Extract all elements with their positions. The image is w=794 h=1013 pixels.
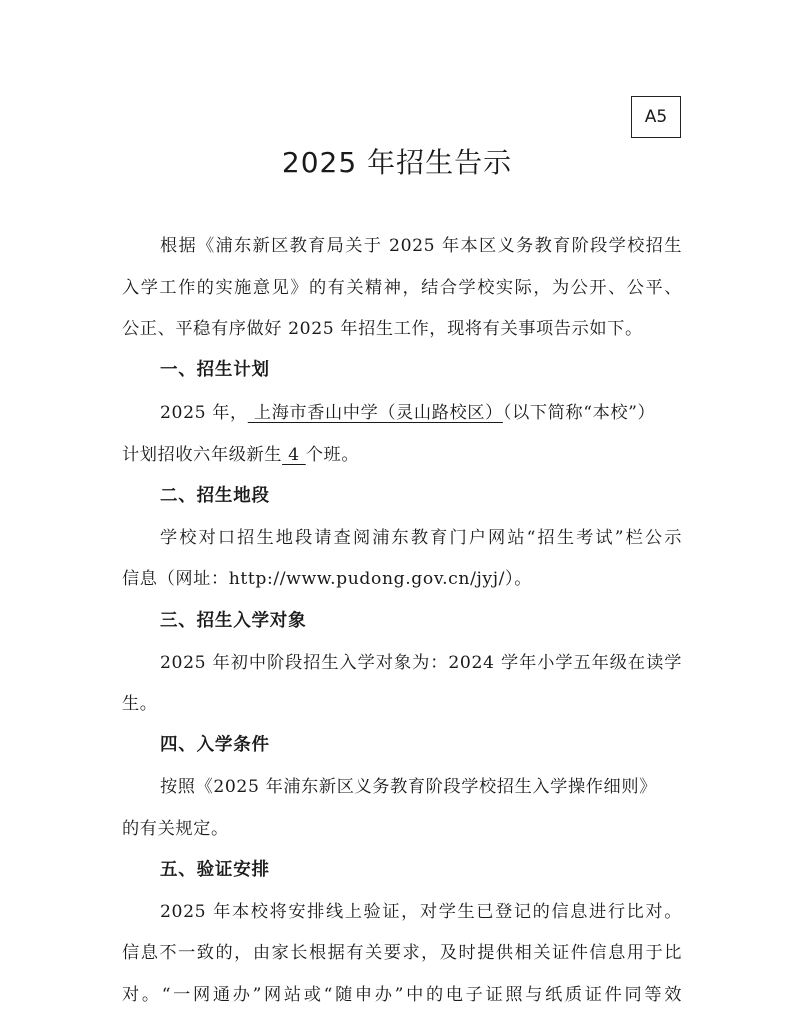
- intro-line-2: 入学工作的实施意见》的有关精神，结合学校实际，为公开、公平、: [122, 278, 682, 298]
- section-heading-plan: 一、招生计划: [160, 360, 270, 380]
- plan-unit: 个班。: [305, 445, 360, 465]
- district-line-1: 学校对口招生地段请查阅浦东教育门户网站“招生考试”栏公示: [160, 528, 682, 548]
- section-heading-target: 三、招生入学对象: [160, 611, 307, 631]
- verification-line-1: 2025 年本校将安排线上验证，对学生已登记的信息进行比对。: [160, 902, 682, 922]
- district-line-2: 信息（网址：http://www.pudong.gov.cn/jyj/）。: [122, 569, 533, 589]
- target-line-2: 生。: [122, 694, 158, 714]
- section-heading-district: 二、招生地段: [160, 486, 270, 506]
- section-heading-conditions: 四、入学条件: [160, 735, 270, 755]
- verification-line-2: 信息不一致的，由家长根据有关要求，及时提供相关证件信息用于比: [122, 943, 682, 963]
- verification-line-3: 对。“一网通办”网站或“随申办”中的电子证照与纸质证件同等效: [122, 985, 682, 1005]
- plan-line-1: [160, 398, 682, 428]
- intro-line-3: 公正、平稳有序做好 2025 年招生工作，现将有关事项告示如下。: [122, 319, 643, 339]
- plan-alias: （以下简称“本校”）: [502, 403, 656, 423]
- plan-year: 2025 年，: [160, 403, 248, 423]
- conditions-line-1: 按照《2025 年浦东新区义务教育阶段学校招生入学操作细则》: [160, 777, 657, 797]
- target-line-1: 2025 年初中阶段招生入学对象为：2024 学年小学五年级在读学: [160, 653, 682, 673]
- class-count: 4: [282, 445, 306, 465]
- plan-grade: 计划招收六年级新生: [122, 445, 283, 465]
- plan-line-2: [122, 440, 682, 470]
- section-heading-verification: 五、验证安排: [160, 860, 270, 880]
- page-title: 2025 年招生告示: [281, 146, 513, 179]
- conditions-line-2: 的有关规定。: [122, 819, 229, 839]
- annex-tag: A5: [631, 96, 681, 138]
- school-name: 上海市香山中学（灵山路校区）: [247, 403, 503, 423]
- intro-line-1: 根据《浦东新区教育局关于 2025 年本区义务教育阶段学校招生: [160, 236, 682, 256]
